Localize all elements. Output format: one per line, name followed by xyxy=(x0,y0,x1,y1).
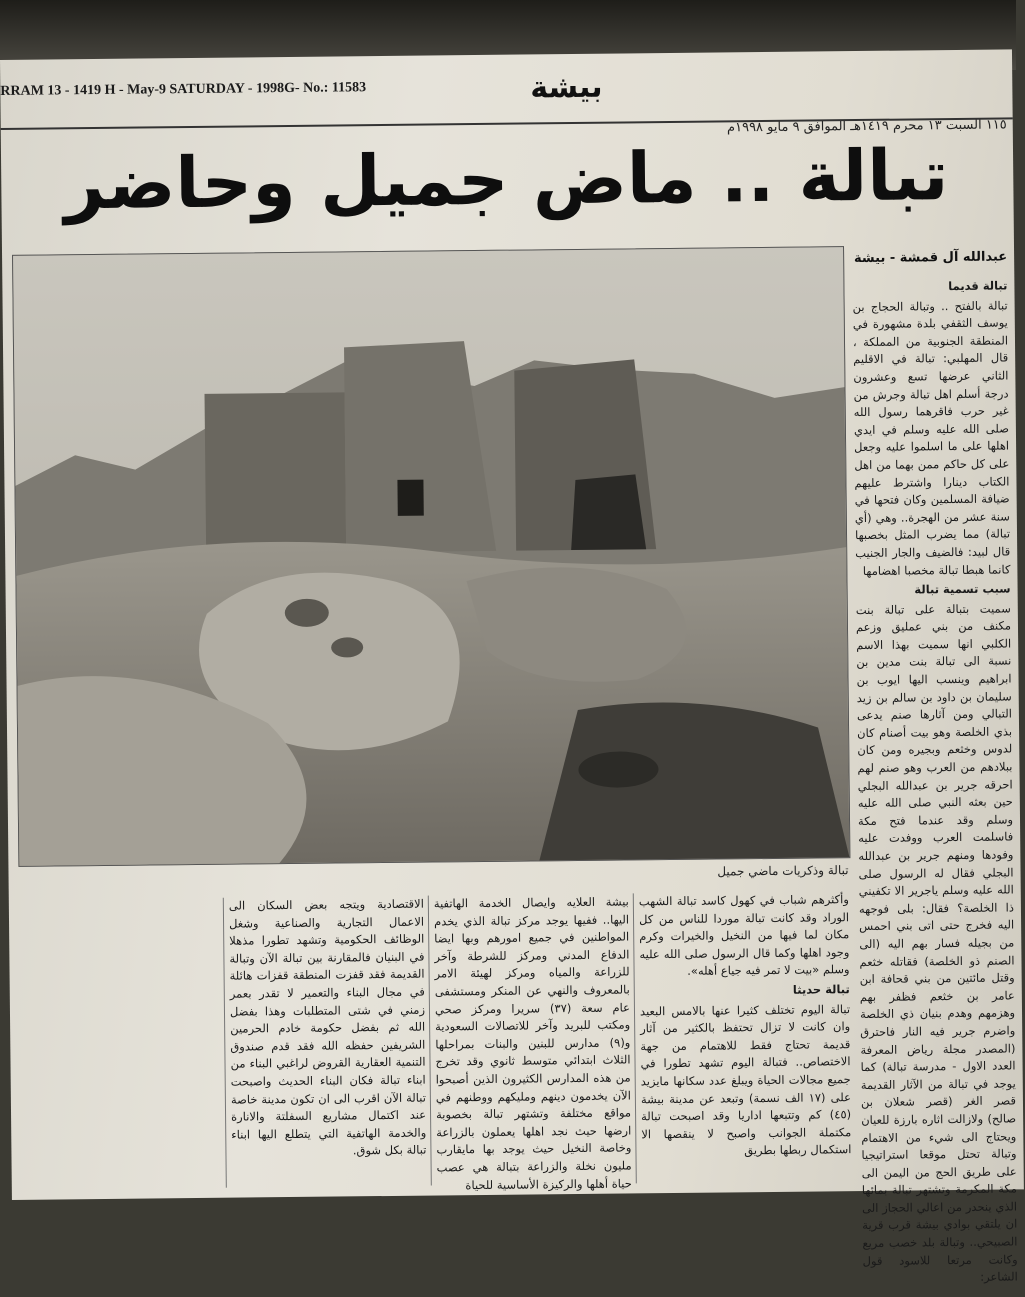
article-photo xyxy=(12,246,850,867)
paragraph: تبالة اليوم تختلف كثيرا عنها بالامس البعيد وان كانت لا تزال تحتفظ بالكثير من آثار قديمة تحتاج فقط للاهتمام من جهة الاختصاص.. فتبالة اليوم تشهد تطورا في جميع مجالات الحياة ويبلغ عدد سكانها مايزيد على (١٧ الف نسمة) وتبعد عن مدينة بيشة (٤٥) كم وتتبعها اداريا وقد اصبحت تبالة مكتملة الجوانب واصبح لا ينقصها الا استكمال ربطها بطريق xyxy=(639,1001,852,1158)
paragraph: وأكثرهم شباب في كهول كاسد تبالة الشهب الوراد وقد كانت تبالة موردا للناس من كل مكان لما فيها من النخيل والخيرات وكرم وجود اهلها وكما قال الرسول صلى الله عليه وسلم «بيت لا تمر فيه جياع أهله». xyxy=(638,892,850,979)
subheading-old-tabala: تبالة قديما xyxy=(948,278,1008,294)
article-column-bottom-4 xyxy=(639,891,852,1193)
photo-caption: تبالة وذكريات ماضي جميل xyxy=(717,863,849,879)
article-column-bottom-3 xyxy=(434,893,632,1195)
paragraph: الاقتصادية ويتجه بعض السكان الى الاعمال التجارية والصناعية وشغل الوظائف الحكومية وتشهد تطورا مذهلا في البنيان فالمقارنة بين تبالة الآن وتبالة القديمة فقد قفزت المنطقة قفزات هائلة في مجال البناء والتعمير لا تقدر بعمر زمني في شتى المتطلبات وهذا بفضل الله ثم بفضل حكومة خادم الحرمين الشريفين حفظه الله فقد قدم صندوق التنمية العقارية القروض لراغبي البناء من ابناء تبالة فكان البناء الحديث واصبحت تبالة الآن اقرب الى ان تكون مدينة خاصة عند اكتمال مشاريع السفلتة والانارة والخدمة الهاتفية التي يتطلع اليها ابناء تبالة بكل شوق. xyxy=(228,896,427,1158)
paragraph: بيشة العلايه وايصال الخدمة الهاتفية اليها.. ففيها يوجد مركز تبالة الذي يخدم المواطنين في جميع امورهم وبها ايضا الدفاع المدني ومركز للشرطة وآخر للزراعة والمياه ومركز لهيئة الامر بالمعروف والنهي عن المنكر ومستشفى عام سعة (٣٧) سريرا ومركز صحي ومكتب للبريد وآخر للاتصالات السعودية و(٩) مدارس للبنين والبنات بمراحلها الثلاث ابتدائي متوسط ثانوي وقد تخرج من هذه المدارس الكثيرون الذين أصبحوا الآن يخدمون دينهم ومليكهم ووطنهم في مواقع مختلفة وتشتهر تبالة بخصوبة ارضها حيث نجد اهلها يعملون بالزراعة وخاصة النخيل حيث يوجد بها مايقارب مليون نخلة والزراعة بتبالة هي عصب حياة أهلها والركيزة الأساسية للحياة xyxy=(433,894,632,1192)
subheading-modern-tabala: تبالة حديثا xyxy=(792,982,850,997)
paragraph: سميت بتبالة على تبالة بنت مكنف من بني عمليق وزعم الكلبي انها سميت بهذا الاسم نسبة الى تبالة بنت مدين بن ابراهيم وينسب اليها ايوب بن سليمان بن داود بن سالم بن زيد التبالي ومن آثارها صنم يدعى بذي الخلصة وهو بيت أصنام كان لدوس وخثعم وبجيره ومن كان ببلادهم من العرب وهو صنم لهم احرقه جرير بن عبدالله البجلي حين بعثه النبي صلى الله عليه وسلم وقد عندما فتح مكة فاسلمت العرب ووفدت عليه وفودها ومنهم جرير بن عبدالله البجلي فقال له الرسول صلى الله عليه وسلم ياجرير الا تكفيني ذا الخلصة؟ فقال: بلى فوجهه اليه فخرج حتى اتى بني احمس من بجيله فسار بهم اليه (الى الصنم ذو الخلصة) فقاتله خثعم وقتل مائتين من بني قحافة ابن عامر بن خثعم فظفر بهم وهزمهم وهدم بنيان ذي الخلصة واضرم جرير فيه النار فاحترق (المصدر مجلة رياض المعرفة العدد الاول - مدرسة تبالة) كما يوجد في تبالة من الآثار القديمة قصر الغر (قصر شعلان بن صالح) ولازالت اثاره بارزة للعيان ويحتاج الى شيء من الاهتمام وتبالة تحتل موقعا استراتيجيا على طريق الحج من اليمن الى مكة المكرمة وتشتهر تبالة بمائها الذي ينحدر من اعالي الحجاز الى ان يلتقي بوادي بيشة قرب قرية الصبيحي.. وتبالة بلد خصب مريع وكانت مرتعا للاسود قول الشاعر: xyxy=(855,601,1018,1285)
masthead-date-arabic: ١١٥ السبت ١٣ محرم ١٤١٩هـ الموافق ٩ مايو ١٩٩٨م xyxy=(726,117,1007,136)
newspaper-page xyxy=(0,49,1024,1285)
masthead-date-english: RRAM 13 - 1419 H - May-9 SATURDAY - 1998G- No.: 11583 xyxy=(0,80,367,99)
column-divider xyxy=(428,896,432,1186)
article-column-bottom-2 xyxy=(229,896,427,1198)
subheading-naming: سبب تسمية تبالة xyxy=(914,581,1011,597)
column-divider xyxy=(633,893,637,1183)
article-column-right xyxy=(852,277,1018,1285)
paragraph: تبالة بالفتح .. وتبالة الحجاج بن يوسف الثقفي بلدة مشهورة في المنطقة الجنوبية من المملكة ، قال المهلبي: تبالة في الاقليم الثاني عرضها تسع وعشرون درجة أسلم اهل تبالة وجرش من غير حرب فاقرهما رسول الله صلى الله عليه وسلم في ايدي اهلها على ما اسلموا عليه وجعل على كل حاكم ممن بهما من اهل الكتاب دينارا واشترط عليهم ضيافة المسلمين وكان فتحها في سنة عشر من الهجرة.. وهي (أي تبالة) مما يضرب المثل بخصبها قال لبيد: فالضيف والجار الجنيب كانما هبطا تبالة مخصبا اهضامها xyxy=(852,298,1011,578)
ruins-photo-illustration xyxy=(13,247,849,866)
byline: عبدالله آل قمشة - بيشة xyxy=(853,249,1008,267)
section-title: بيشة xyxy=(530,69,603,106)
article-column-bottom-1 xyxy=(24,898,222,1200)
column-divider xyxy=(223,898,227,1188)
headline: تبالة .. ماض جميل وحاضر xyxy=(63,134,949,226)
